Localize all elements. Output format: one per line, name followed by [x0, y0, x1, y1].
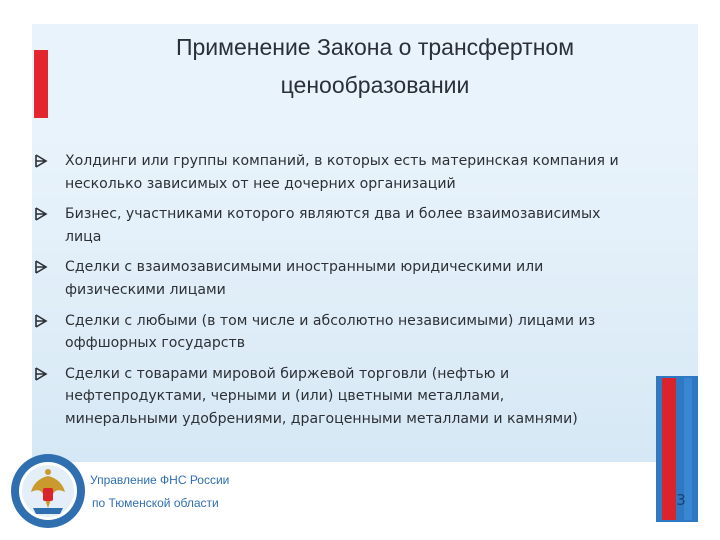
bullet-item — [34, 256, 694, 301]
arrow-right-icon — [34, 363, 48, 385]
bullet-item — [34, 203, 694, 248]
arrow-right-icon — [34, 256, 48, 278]
footer-org-line-1: Управление ФНС России — [86, 470, 235, 490]
bullet-text-line: Сделки с любыми (в том числе и абсолютно независимыми) лицами из — [65, 312, 596, 329]
bullet-text-line: несколько зависимых от нее дочерних организаций — [65, 175, 456, 192]
bullet-list — [34, 150, 694, 439]
arrow-right-icon — [34, 150, 48, 172]
title-line-1: Применение Закона о трансфертном — [175, 34, 575, 60]
bullet-text-line: Холдинги или группы компаний, в которых есть материнская компания и — [65, 153, 619, 169]
bullet-text-line: Сделки с товарами мировой биржевой торговли (нефтью и — [65, 365, 510, 382]
bullet-text-line: Бизнес, участниками которого являются два и более взаимозависимых — [65, 206, 601, 223]
fns-emblem-icon — [9, 452, 87, 530]
bullet-text-line: минеральными удобрениями, драгоценными металлами и камнями) — [65, 410, 578, 427]
bullet-item — [34, 363, 694, 431]
bullet-item — [34, 310, 694, 355]
footer-org-line-2: по Тюменской области — [88, 493, 225, 513]
bullet-text-line: Сделки с взаимозависимыми иностранными юридическими или — [65, 259, 544, 276]
page-number: 3 — [676, 491, 686, 509]
left-accent-bar — [34, 50, 48, 118]
bullet-text-line: нефтепродуктами, черными и (или) цветными металлами, — [65, 388, 505, 405]
bullet-text-line: лица — [65, 228, 102, 245]
title-line-2: ценообразовании — [280, 72, 470, 98]
arrow-right-icon — [34, 203, 48, 225]
bullet-text-line: оффшорных государств — [65, 335, 246, 352]
slide-title — [80, 28, 670, 104]
bullet-item — [34, 150, 694, 195]
bullet-text-line: физическими лицами — [65, 281, 226, 298]
arrow-right-icon — [34, 310, 48, 332]
